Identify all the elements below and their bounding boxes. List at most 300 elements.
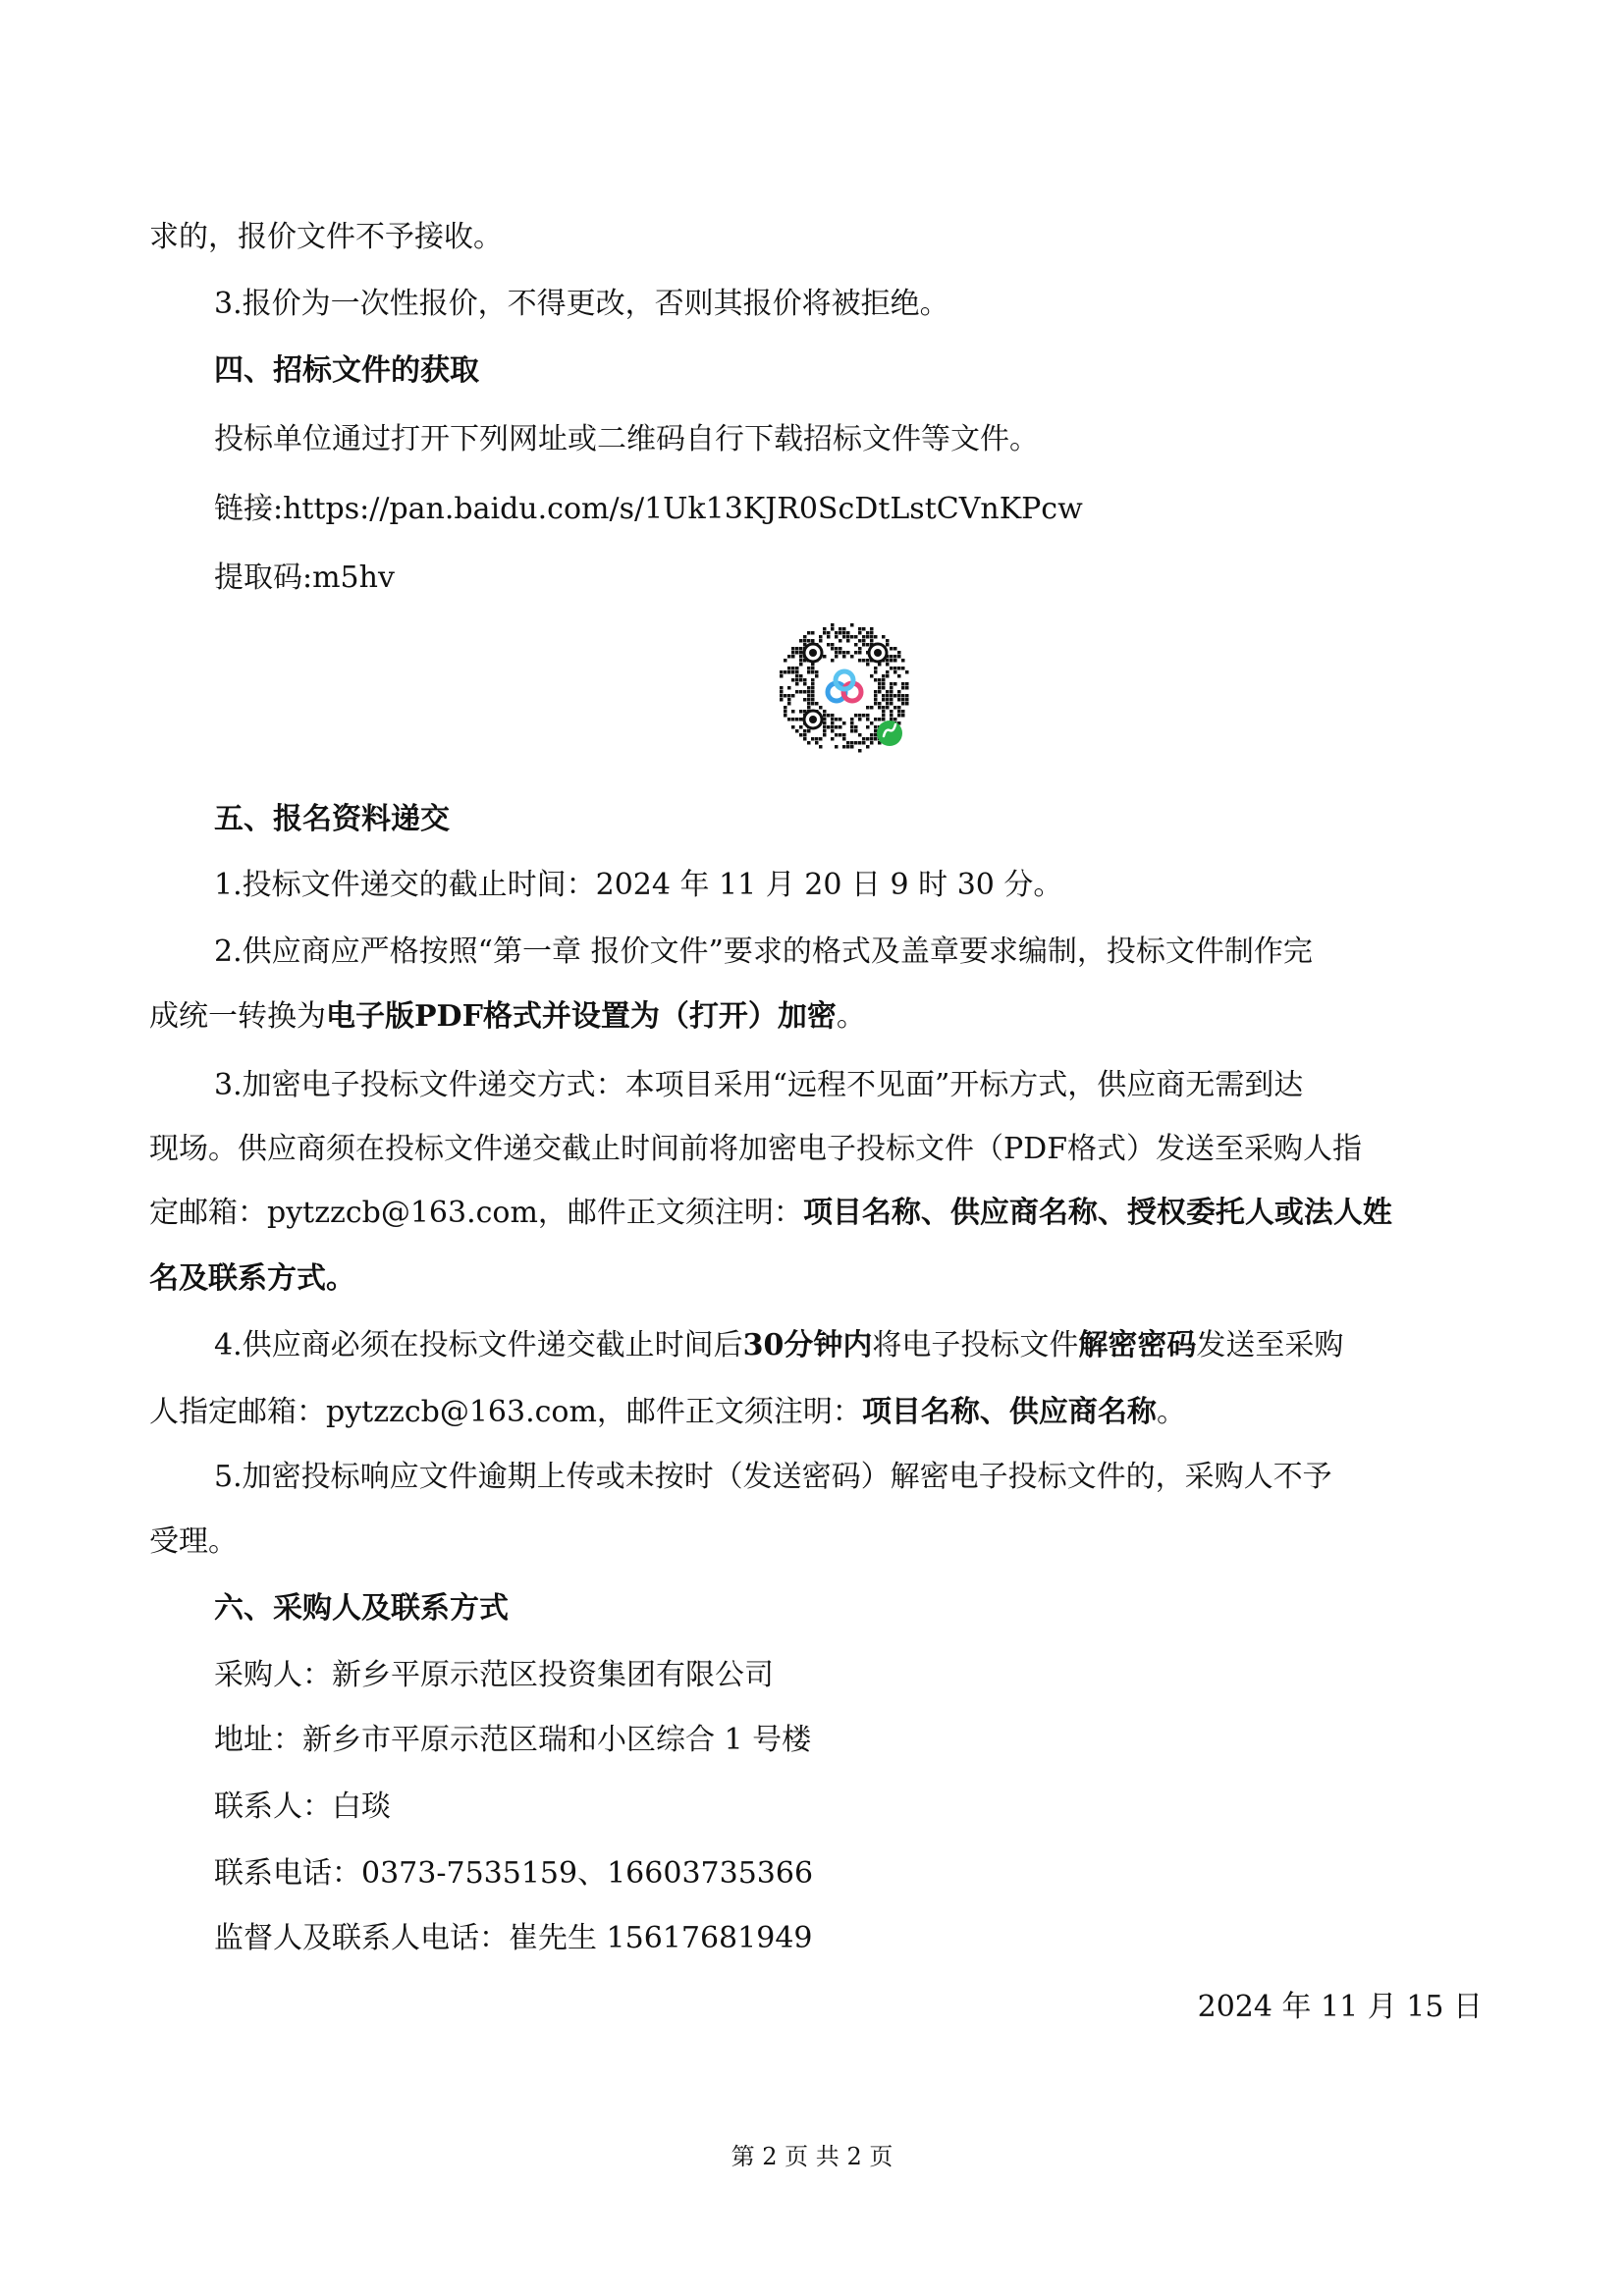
text-run: 。 [836,999,866,1034]
qr-module [890,647,893,651]
qr-module [819,635,823,639]
qr-module [799,674,803,678]
qr-module [886,694,890,698]
qr-module [866,659,870,663]
paragraph-line: 1.投标文件递交的截止时间：2024 年 11 月 20 日 9 时 30 分。 [214,868,1063,902]
qr-module [791,667,795,670]
qr-module [850,655,854,659]
qr-module [886,698,890,702]
qr-module [878,702,882,706]
qr-module [839,725,842,729]
qr-module [886,674,890,678]
qr-finder-dot [809,716,817,723]
qr-module [839,627,842,631]
qr-module [799,690,803,694]
qr-module [795,690,799,694]
qr-module [827,635,831,639]
qr-module [866,737,870,741]
qr-module [878,678,882,682]
paragraph-line: 名及联系方式。 [149,1261,355,1296]
qr-module [897,698,901,702]
qr-module [846,741,850,745]
qr-module [890,698,893,702]
qr-module [831,721,835,725]
qr-module [854,635,858,639]
qr-module [835,647,839,651]
qr-module [901,702,905,706]
qr-module [897,694,901,698]
qr-module [823,714,827,718]
qr-module [791,710,795,714]
qr-module [815,670,819,674]
qr-module [835,635,839,639]
qr-code-icon [774,617,915,759]
qr-module [866,714,870,718]
qr-module [850,745,854,749]
qr-module [850,741,854,745]
qr-module [823,729,827,733]
qr-module [787,694,791,698]
qr-module [882,714,886,718]
qr-module [807,706,811,710]
qr-module [791,678,795,682]
qr-module [890,718,893,721]
qr-module [874,635,878,639]
emphasis-text: 项目名称、供应商名称 [861,1395,1157,1429]
qr-module [831,718,835,721]
qr-module [839,631,842,635]
qr-module [897,655,901,659]
qr-module [862,737,866,741]
text-run: 将电子投标文件 [872,1328,1079,1362]
qr-module [870,721,874,725]
qr-module [893,694,897,698]
section-heading: 六、采购人及联系方式 [214,1591,509,1626]
qr-module [882,674,886,678]
qr-module [890,659,893,663]
qr-module [870,639,874,643]
qr-module [791,651,795,655]
qr-module [823,733,827,737]
qr-module [905,702,909,706]
qr-module [811,737,815,741]
qr-module [874,678,878,682]
text-run: 。 [1156,1395,1186,1429]
qr-module [901,667,905,670]
qr-module [882,682,886,686]
qr-module [803,737,807,741]
qr-module [866,718,870,721]
qr-module [858,741,862,745]
qr-module [901,714,905,718]
qr-module [858,714,862,718]
qr-module [811,678,815,682]
qr-module [842,635,846,639]
qr-module [850,623,854,627]
link-label: 链接: [214,492,284,526]
qr-module [791,655,795,659]
qr-module [893,718,897,721]
qr-module [799,639,803,643]
qr-module [874,694,878,698]
qr-module [870,674,874,678]
qr-module [893,667,897,670]
qr-module [874,670,878,674]
text-run: 定邮箱：pytzzcb@163.com，邮件正文须注明： [149,1196,803,1230]
qr-finder-dot [809,649,817,657]
qr-module [831,643,835,647]
document-date: 2024 年 11 月 15 日 [1197,1990,1483,2024]
extraction-code-line [214,559,1485,598]
qr-module [893,659,897,663]
qr-module [807,631,811,635]
qr-module [890,682,893,686]
qr-module [862,635,866,639]
qr-module [905,682,909,686]
qr-module [811,690,815,694]
qr-module [850,718,854,721]
qr-module [815,737,819,741]
qr-module [799,655,803,659]
qr-module [787,670,791,674]
text-run: 成统一转换为 [149,999,326,1034]
qr-module [815,741,819,745]
qr-module [787,655,791,659]
qr-module [780,690,784,694]
paragraph-line: 投标单位通过打开下列网址或二维码自行下载招标文件等文件。 [214,422,1039,456]
qr-module [831,659,835,663]
qr-module [882,635,886,639]
qr-module [890,655,893,659]
qr-finder-dot [874,649,882,657]
qr-module [854,643,858,647]
qr-module [893,647,897,651]
qr-module [882,698,886,702]
qr-module [878,663,882,667]
qr-module [791,647,795,651]
qr-module [866,643,870,647]
qr-module [874,729,878,733]
qr-module [839,647,842,651]
qr-module [811,694,815,698]
qr-module [799,710,803,714]
qr-module [862,643,866,647]
mini-program-badge [877,721,902,746]
qr-module [893,682,897,686]
qr-module [842,631,846,635]
contact-line: 监督人及联系人电话：崔先生 15617681949 [214,1921,813,1955]
qr-module [787,667,791,670]
qr-module [831,647,835,651]
text-run: 4.供应商必须在投标文件递交截止时间后 [214,1328,743,1362]
qr-module [784,714,787,718]
qr-module [823,721,827,725]
qr-module [815,702,819,706]
qr-module [791,718,795,721]
qr-module [862,741,866,745]
paragraph-line: 2.供应商应严格按照“第一章 报价文件”要求的格式及盖章要求编制，投标文件制作完 [214,934,1313,969]
qr-module [901,686,905,690]
qr-module [780,674,784,678]
paragraph-line: 现场。供应商须在投标文件递交截止时间前将加密电子投标文件（PDF格式）发送至采购人指 [149,1132,1363,1166]
qr-module [874,733,878,737]
qr-module [799,647,803,651]
qr-module [807,741,811,745]
extraction-code: m5hv [312,561,395,595]
qr-module [831,725,835,729]
qr-module [835,725,839,729]
qr-module [842,655,846,659]
qr-module [901,694,905,698]
qr-module [835,651,839,655]
qr-module [823,631,827,635]
paragraph-line: 5.加密投标响应文件逾期上传或未按时（发送密码）解密电子投标文件的，采购人不予 [214,1460,1332,1494]
qr-module [858,651,862,655]
qr-module [897,714,901,718]
download-link[interactable]: https://pan.baidu.com/s/1Uk13KJR0ScDtLstCVnKPcw [283,492,1083,526]
code-label: 提取码: [214,561,313,595]
qr-module [886,670,890,674]
qr-module [893,670,897,674]
qr-module [882,706,886,710]
qr-module [886,663,890,667]
qr-module [823,655,827,659]
qr-module [862,627,866,631]
qr-module [807,698,811,702]
qr-module [866,663,870,667]
qr-module [870,737,874,741]
qr-module [791,725,795,729]
qr-module [870,706,874,710]
qr-module [795,651,799,655]
qr-module [897,690,901,694]
qr-module [878,686,882,690]
contact-line: 联系电话：0373-7535159、16603735366 [214,1856,814,1891]
qr-module [886,706,890,710]
qr-module [882,694,886,698]
text-run: 人指定邮箱：pytzzcb@163.com，邮件正文须注明： [149,1395,862,1429]
qr-module [886,639,890,643]
qr-module [901,682,905,686]
qr-module [791,694,795,698]
qr-module [807,729,811,733]
qr-module [874,725,878,729]
paragraph-line [214,1326,1485,1365]
qr-module [897,710,901,714]
contact-line: 采购人：新乡平原示范区投资集团有限公司 [214,1658,774,1692]
qr-module [795,678,799,682]
qr-module [791,670,795,674]
qr-module [842,627,846,631]
contact-line: 地址：新乡市平原示范区瑞和小区综合 1 号楼 [214,1723,812,1757]
paragraph-line [149,1194,1485,1233]
paragraph-line: 3.加密电子投标文件递交方式：本项目采用“远程不见面”开标方式，供应商无需到达 [214,1068,1304,1102]
qr-module [784,670,787,674]
qr-module [854,714,858,718]
download-link-line [214,490,1485,529]
qr-module [819,737,823,741]
qr-module [807,694,811,698]
qr-module [795,729,799,733]
qr-module [835,631,839,635]
qr-module [803,635,807,639]
qr-module [811,702,815,706]
qr-module [862,714,866,718]
qr-module [846,651,850,655]
qr-module [893,706,897,710]
qr-module [795,647,799,651]
qr-module [870,741,874,745]
qr-module [862,659,866,663]
qr-module [799,678,803,682]
qr-module [811,698,815,702]
qr-module [870,627,874,631]
qr-module [780,694,784,698]
qr-module [858,733,862,737]
qr-module [787,698,791,702]
qr-module [882,686,886,690]
qr-module [870,631,874,635]
qr-module [819,745,823,749]
qr-module [787,702,791,706]
qr-module [850,725,854,729]
qr-module [897,674,901,678]
qr-module [803,639,807,643]
qr-module [878,706,882,710]
emphasis-text: 项目名称、供应商名称、授权委托人或法人姓 [802,1196,1392,1230]
qr-module [878,682,882,686]
qr-module [870,733,874,737]
qr-module [866,631,870,635]
qr-module [886,659,890,663]
qr-module [866,725,870,729]
qr-module [890,694,893,698]
qr-module [893,655,897,659]
qr-module [780,670,784,674]
qr-module [811,682,815,686]
qr-module [858,718,862,721]
qr-module [858,659,862,663]
paragraph-line [149,1393,1485,1432]
qr-module [854,651,858,655]
qr-module [866,635,870,639]
qr-module [858,647,862,651]
qr-module [784,710,787,714]
qr-module [890,702,893,706]
qr-module [905,694,909,698]
qr-module [886,643,890,647]
qr-module [823,710,827,714]
qr-module [846,631,850,635]
qr-module [874,690,878,694]
qr-module [878,690,882,694]
qr-module [890,714,893,718]
qr-module [827,714,831,718]
qr-module [803,729,807,733]
qr-module [854,741,858,745]
qr-module [803,690,807,694]
qr-module [842,733,846,737]
qr-module [835,718,839,721]
qr-module [870,635,874,639]
qr-module [858,639,862,643]
qr-module [799,651,803,655]
qr-module [807,690,811,694]
qr-module [831,737,835,741]
qr-module [846,745,850,749]
qr-module [842,737,846,741]
qr-module [799,718,803,721]
qr-module [858,749,862,753]
qr-module [874,667,878,670]
qr-module [807,667,811,670]
qr-module [819,706,823,710]
qr-module [795,674,799,678]
qr-module [878,718,882,721]
qr-module [890,690,893,694]
qr-module [846,639,850,643]
qr-module [842,745,846,749]
qr-module [827,643,831,647]
qr-module [787,718,791,721]
qr-module [886,702,890,706]
qr-module [807,702,811,706]
qr-module [897,651,901,655]
qr-module [811,686,815,690]
section-heading: 四、招标文件的获取 [214,353,479,388]
qr-module [807,639,811,643]
qr-module [890,686,893,690]
paragraph-line: 求的，报价文件不予接收。 [149,220,503,254]
qr-module [831,627,835,631]
qr-module [811,667,815,670]
qr-module [905,670,909,674]
qr-module [886,690,890,694]
qr-module [811,670,815,674]
qr-module [823,627,827,631]
qr-module [874,718,878,721]
qr-module [831,623,835,627]
qr-module [905,698,909,702]
contact-line: 联系人：白琰 [214,1789,391,1824]
qr-module [795,718,799,721]
text-run: 发送至采购 [1196,1328,1344,1362]
qr-module [842,721,846,725]
qr-module [842,651,846,655]
qr-module [803,733,807,737]
qr-module [858,627,862,631]
qr-module [799,663,803,667]
qr-module [854,725,858,729]
qr-module [874,698,878,702]
qr-module [858,631,862,635]
qr-module [882,678,886,682]
qr-module [835,745,839,749]
page-footer: 第 2 页 共 2 页 [731,2143,893,2170]
qr-module [882,710,886,714]
qr-module [823,718,827,721]
qr-module [890,710,893,714]
paragraph-line: 受理。 [149,1524,238,1559]
emphasis-text: 电子版PDF格式并设置为（打开）加密 [326,999,837,1034]
qr-module [784,706,787,710]
qr-module [807,686,811,690]
qr-module [866,706,870,710]
qr-module [835,733,839,737]
paragraph-line: 3.报价为一次性报价，不得更改，否则其报价将被拒绝。 [214,287,949,321]
qr-module [784,659,787,663]
qr-module [897,706,901,710]
